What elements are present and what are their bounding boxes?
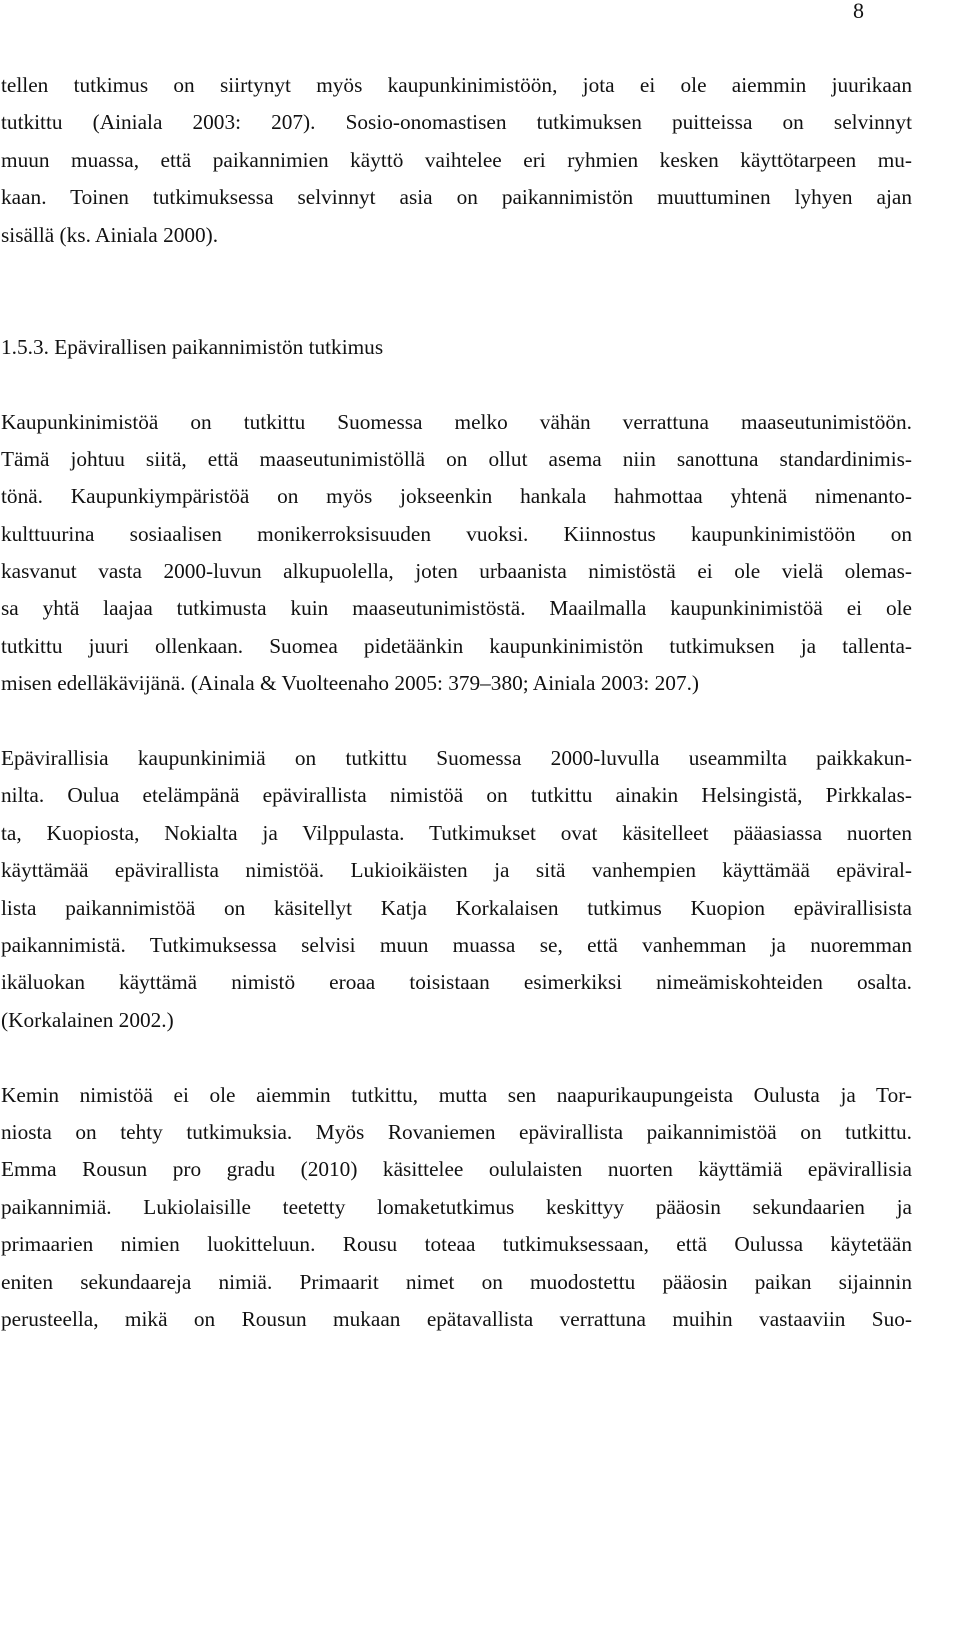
text-line: perusteella, mikä on Rousun mukaan epätavallista verrattuna muihin vastaaviin Suo- xyxy=(1,1306,912,1331)
text-line: käyttämää epävirallista nimistöä. Lukioikäisten ja sitä vanhempien käyttämää epäviral- xyxy=(1,858,912,883)
text-line: ta, Kuopiosta, Nokialta ja Vilppulasta. Tutkimukset ovat käsitelleet pääasiassa nuorten xyxy=(1,820,912,845)
paragraph-informal-names xyxy=(1,740,912,1039)
text-line: paikannimiä. Lukiolaisille teetetty lomaketutkimus keskittyy pääosin sekundaarien ja xyxy=(1,1194,912,1219)
paragraph-intro xyxy=(1,67,912,254)
text-line: muun muassa, että paikannimien käyttö vaihtelee eri ryhmien kesken käyttötarpeen mu- xyxy=(1,147,912,172)
text-line: tellen tutkimus on siirtynyt myös kaupunkinimistöön, jota ei ole aiemmin juurikaan xyxy=(1,73,912,97)
text-line: sa yhtä laajaa tutkimusta kuin maaseutunimistöstä. Maailmalla kaupunkinimistöä ei ole xyxy=(1,596,912,621)
text-line: misen edelläkävijänä. (Ainala & Vuolteenaho 2005: 379–380; Ainiala 2003: 207.) xyxy=(1,671,700,696)
text-line: Tämä johtuu siitä, että maaseutunimistöllä on ollut asema niin sanottuna standardinimis- xyxy=(1,446,912,471)
text-line: tutkittu (Ainiala 2003: 207). Sosio-onomastisen tutkimuksen puitteissa on selvinnyt xyxy=(1,110,912,135)
text-line: nilta. Oulua etelämpänä epävirallista nimistöä on tutkittu ainakin Helsingistä, Pirkkalas- xyxy=(1,783,912,808)
text-line: eniten sekundaareja nimiä. Primaarit nimet on muodostettu pääosin paikan sijainnin xyxy=(1,1269,912,1294)
heading-text: 1.5.3. Epävirallisen paikannimistön tutkimus xyxy=(1,334,384,359)
text-line: ikäluokan käyttämä nimistö eroaa toisistaan esimerkiksi nimeämiskohteiden osalta. xyxy=(1,970,912,995)
text-line: niosta on tehty tutkimuksia. Myös Rovaniemen epävirallista paikannimistöä on tutkittu. xyxy=(1,1119,912,1144)
text-line: tutkittu juuri ollenkaan. Suomea pidetäänkin kaupunkinimistön tutkimuksen ja tallenta- xyxy=(1,633,912,658)
paragraph-kemi xyxy=(1,1077,912,1339)
text-line: paikannimistä. Tutkimuksessa selvisi muun muassa se, että vanhemman ja nuoremman xyxy=(1,933,912,957)
text-line: Epävirallisia kaupunkinimiä on tutkittu Suomessa 2000-luvulla useammilta paikkakun- xyxy=(1,746,912,771)
text-line: kulttuurina sosiaalisen monikerroksisuuden vuoksi. Kiinnostus kaupunkinimistöön on xyxy=(1,521,912,546)
section-heading xyxy=(1,329,912,366)
text-line: Kaupunkinimistöä on tutkittu Suomessa melko vähän verrattuna maaseutunimistöön. xyxy=(1,409,912,434)
paragraph-urban-names xyxy=(1,404,912,703)
page-number: 8 xyxy=(853,0,864,23)
document-body xyxy=(1,67,912,1338)
text-line: kaan. Toinen tutkimuksessa selvinnyt asia on paikannimistön muuttuminen lyhyen ajan xyxy=(1,185,912,210)
text-line: Kemin nimistöä ei ole aiemmin tutkittu, mutta sen naapurikaupungeista Oulusta ja Tor- xyxy=(1,1082,912,1107)
text-line: sisällä (ks. Ainiala 2000). xyxy=(1,222,219,247)
text-line: Emma Rousun pro gradu (2010) käsittelee oululaisten nuorten käyttämiä epävirallisia xyxy=(1,1157,912,1182)
text-line: kasvanut vasta 2000-luvun alkupuolella, joten urbaanista nimistöstä ei ole vielä olemas- xyxy=(1,559,912,584)
text-line: (Korkalainen 2002.) xyxy=(1,1007,174,1032)
text-line: lista paikannimistöä on käsitellyt Katja Korkalaisen tutkimus Kuopion epävirallisista xyxy=(1,895,912,920)
text-line: tönä. Kaupunkiympäristöä on myös jokseenkin hankala hahmottaa yhtenä nimenanto- xyxy=(1,484,912,509)
text-line: primaarien nimien luokitteluun. Rousu toteaa tutkimuksessaan, että Oulussa käytetään xyxy=(1,1232,912,1257)
